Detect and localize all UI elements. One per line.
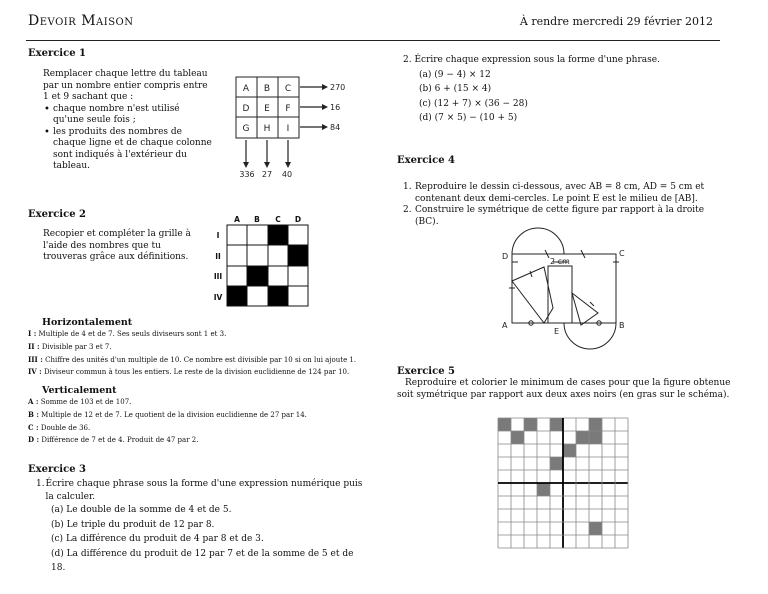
exercise-4-q1: Reproduire le dessin ci-dessous, avec AB = 8 cm, AD = 5 cm et contenant deux demi-cercles. Le point E est le milieu de [AB]. — [415, 182, 705, 204]
enum-item: (d) (7 × 5) − (10 + 5) — [419, 113, 518, 123]
enum-item: (c) La différence du produit de 4 par 8 et de 3. — [51, 534, 264, 544]
point-label: A — [502, 321, 508, 330]
definition-row: D : Différence de 7 et de 4. Produit de 47 par 2. — [28, 435, 199, 445]
grid-cell: A — [242, 84, 250, 94]
definition-row: A : Somme de 103 et de 107. — [28, 397, 132, 406]
row-label: I — [216, 231, 220, 240]
colored-cell — [537, 483, 550, 496]
header-rule — [26, 40, 720, 41]
exercise-4-text: 1. Reproduire le dessin ci-dessous, avec AB = 8 cm, AD = 5 cm et contenant deux demi-cercles. Le point E est le milieu de [AB]. 2. Construire le symétrique de cette figure par rapport à la droite (BC). — [403, 182, 728, 228]
colored-cell — [550, 418, 563, 431]
exercise-4-title: Exercice 4 — [397, 155, 455, 166]
definition-row: II : Divisible par 3 et 7. — [28, 341, 112, 351]
exercise-4-q2: Construire le symétrique de cette figure par rapport à la droite (BC). — [415, 205, 705, 227]
due-date: À rendre mercredi 29 février 2012 — [519, 15, 713, 28]
row-product: 84 — [330, 123, 341, 132]
point-label: E — [554, 327, 560, 336]
exercise-3-title: Exercice 3 — [28, 464, 86, 475]
exercise-1-bullet: • chaque nombre n'est utilisé qu'une seule fois ; — [53, 104, 213, 127]
point-label: D — [502, 252, 509, 261]
colored-cell — [524, 418, 537, 431]
grid-cell: F — [285, 104, 291, 114]
definition-row: III : Chiffre des unités d'un multiple de 10. Ce nombre est divisible par 10 si on lui ajoute 1. — [28, 354, 357, 364]
colored-cell — [589, 418, 602, 431]
dimension-label: 2 cm — [550, 257, 570, 266]
exercise-1-text — [43, 69, 213, 173]
enum-item: (b) Le triple du produit de 12 par 8. — [51, 519, 215, 530]
exercise-1-grid — [230, 74, 370, 180]
exercise-5-text: Reproduire et colorier le minimum de cases pour que la figure obtenue soit symétrique par rapport aux deux axes noirs (en gras sur le schéma). — [397, 378, 731, 400]
colored-cell — [589, 431, 602, 444]
exercise-3-question-1: 1. Écrire chaque phrase sous la forme d'une expression numérique puis la calculer. (a) Le double de la somme de 4 et de 5. (b) Le triple du produit de 12 par 8. (c) La différence du produit de 4 par 8 et de 3. (d) La différence du produit de 12 par 7 et de la somme de 5 et de 18. — [36, 478, 366, 576]
point-label: B — [619, 321, 625, 330]
definition-row: I : Multiple de 4 et de 7. Ses seuls diviseurs sont 1 et 3. — [28, 329, 227, 338]
enum-item: (d) La différence du produit de 12 par 7 et de la somme de 5 et de 18. — [51, 548, 354, 573]
row-label: IV — [213, 293, 223, 302]
enum-item: (a) (9 − 4) × 12 — [419, 69, 491, 80]
definition-row: C : Double de 36. — [28, 422, 91, 432]
enum-item: (a) Le double de la somme de 4 et de 5. — [51, 505, 232, 515]
enum-item: (c) (12 + 7) × (36 − 28) — [419, 98, 528, 109]
exercise-2-intro: Recopier et compléter la grille à l'aide des nombres que tu trouveras grâce aux définitions. — [43, 229, 191, 262]
col-label: A — [234, 215, 240, 224]
horizontal-definitions — [28, 328, 373, 379]
col-product: 27 — [261, 170, 273, 179]
grid-cell: B — [263, 84, 271, 94]
exercise-1-intro: Remplacer chaque lettre du tableau par un nombre entier compris entre 1 et 9 sachant que : — [43, 69, 208, 102]
grid-cell: H — [263, 124, 271, 134]
row-product: 16 — [330, 103, 341, 112]
grid-cell: I — [286, 124, 290, 134]
row-label: III — [213, 272, 223, 281]
exercise-2-title: Exercice 2 — [28, 209, 86, 220]
col-product: 40 — [281, 170, 293, 179]
col-label: B — [254, 215, 260, 224]
col-label: C — [275, 215, 281, 224]
exercise-4-figure — [495, 226, 635, 356]
colored-cell — [550, 457, 563, 470]
colored-cell — [563, 444, 576, 457]
colored-cell — [511, 431, 524, 444]
horizontal-title: Horizontalement — [42, 317, 133, 328]
exercise-1-title: Exercice 1 — [28, 48, 86, 59]
row-label: II — [215, 252, 221, 261]
vertical-definitions — [28, 396, 373, 447]
exercise-5-grid — [495, 415, 631, 551]
definition-row: IV : Diviseur commun à tous les entiers. Le reste de la division euclidienne de 124 par 10. — [28, 367, 350, 377]
black-cell — [268, 286, 288, 306]
point-label: C — [619, 249, 625, 258]
grid-cell: G — [242, 124, 250, 134]
black-cell — [247, 266, 268, 286]
black-cell — [227, 286, 247, 306]
col-label: D — [294, 215, 302, 224]
exercise-3-question-2: 2. Écrire chaque expression sous la forme d'une phrase. (a) (9 − 4) × 12 (b) 6 + (15 × 4) (c) (12 + 7) × (36 − 28) (d) (7 × 5) − (10 + 5) — [403, 53, 723, 126]
grid-cell: E — [264, 104, 270, 114]
grid-cell: C — [284, 84, 292, 94]
crossword-grid — [210, 212, 312, 308]
document-title: Devoir Maison — [28, 13, 134, 29]
black-cell — [288, 245, 308, 266]
colored-cell — [589, 522, 602, 535]
definition-row: B : Multiple de 12 et de 7. Le quotient de la division euclidienne de 27 par 14. — [28, 409, 307, 419]
enum-item: (b) 6 + (15 × 4) — [419, 84, 492, 94]
colored-cell — [576, 431, 589, 444]
row-product: 270 — [330, 83, 346, 92]
exercise-1-bullet: • les produits des nombres de chaque ligne et de chaque colonne sont indiqués à l'extérieur du tableau. — [53, 127, 213, 173]
black-cell — [268, 225, 288, 245]
vertical-title: Verticalement — [42, 385, 117, 396]
colored-cell — [498, 418, 511, 431]
grid-cell: D — [242, 104, 250, 114]
exercise-5-title: Exercice 5 — [397, 366, 455, 377]
col-product: 336 — [239, 170, 255, 179]
